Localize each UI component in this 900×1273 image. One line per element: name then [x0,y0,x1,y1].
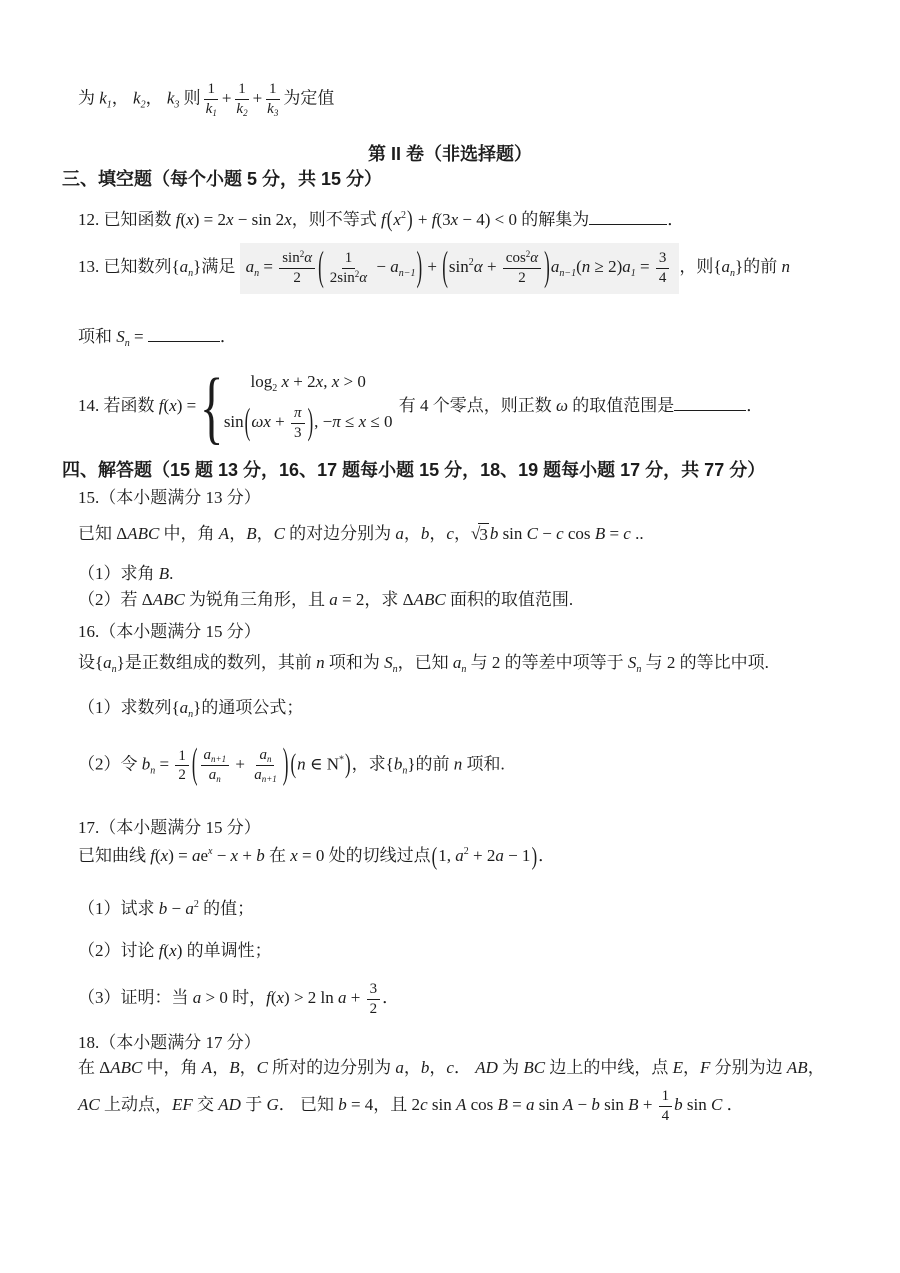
piecewise-function: { $\log_2 x + 2x$, x > 0 sin(ωx + $\frac{\pi}{3}$ ), −π ≤ x ≤ 0 [200,361,393,452]
part2-title: 第 II 卷（非选择题） [367,144,532,164]
answer-blank [148,323,220,342]
problem-18-header: 18.（本小题满分 17 分） [78,1033,261,1052]
carryover-formula-line: 为 $k_1$， $k_2$， $k_3$ 则 $\frac{1}{k_1}$ + $\frac{1}{k_2}$ + $\frac{1}{k_3}$ 为定值 [78,81,335,118]
problem-16-part1: （1）求数列$\{a_n\}$的通项公式； [78,698,304,720]
problem-17-part2: （2）讨论 f(x) 的单调性； [78,941,272,960]
problem-17-given: 已知曲线 $f(x) = ae^x - x + b$ 在 x = 0 处的切线过点(1, $a^2 + 2a - 1$)． [78,841,556,870]
problem-14: 14. 若函数 f(x) = { $\log_2 x + 2x$, x > 0 sin(ωx + $\frac{\pi}{3}$ ), −π ≤ x ≤ 0 有 4 个零点，则正数 ω 的取值范围是 ． [78,361,764,452]
highlighted-formula: $a_n$ = $\frac{\sin^2\alpha}{2}$ ( $\frac{1}{2\sin^2\alpha}$ − $a_{n-1}) + (\sin^2\alpha$ + $\frac{\cos^2\alpha}{2}$ )$a_{n-1}(n \ge 2)a_1$ = $\frac{3}{4}$ [240,243,680,294]
problem-13-continued: 项和 $S_n$ = ． [78,323,237,350]
problem-15-given: 已知 ΔABC 中，角 A，B，C 的对边分别为 a，b，c， √ 3 b sin C − c cos B = c .. [78,523,644,547]
problem-12: 12. 已知函数 f(x) = 2x − sin 2x，则不等式 $f(x^2) + f(3x - 4) < 0$ 的解集为 ． [78,206,685,233]
problem-15-header: 15.（本小题满分 13 分） [78,488,261,507]
problem-17-header: 17.（本小题满分 15 分） [78,818,261,837]
radical-sign: √ 3 [471,523,489,547]
problem-17-part3: （3）证明：当 a > 0 时，f(x) > 2 ln a + $\frac{3}{2}$ ． [78,981,400,1017]
problem-18-given-line2: AC 上动点，EF 交 AD 于 G． 已知 b = 4，且 2c sin A cos B = a sin A − b sin B + $\frac{1}{4}$ b sin C ． [78,1088,744,1124]
answer-blank [589,206,667,225]
problem-15-part1: （1）求角 B. [78,564,174,583]
problem-16-header: 16.（本小题满分 15 分） [78,622,261,641]
section-free-response-heading: 四、解答题（15 题 13 分，16、17 题每小题 15 分，18、19 题每小题 17 分，共 77 分） [62,460,766,480]
problem-17-part1: （1）试求 $b - a^2$ 的值； [78,899,255,918]
section-fill-in-heading: 三、填空题（每个小题 5 分，共 15 分） [62,169,383,189]
problem-18-given-line1: 在 ΔABC 中，角 A，B，C 所对的边分别为 a，b，c． AD 为 BC 边上的中线，点 E，F 分别为边 AB， [78,1058,825,1077]
problem-15-part2: （2）若 ΔABC 为锐角三角形，且 a = 2，求 ΔABC 面积的取值范围. [78,590,574,609]
answer-blank [674,392,746,411]
brace-glyph: { [200,361,224,452]
problem-16-part2: （2）令 $b_n$ = $\frac{1}{2}$ ( $\frac{a_{n+1}}{a_n}$ + $\frac{a_n}{a_{n+1}}$ ) (n ∈ N*)，求$\{b_n\}$的前 n 项和. [78,739,505,788]
problem-16-given: 设$\{a_n\}$是正数组成的数列，其前 n 项和为 $S_n$，已知 $a_n$ 与 2 的等差中项等于 $S_n$ 与 2 的等比中项. [78,653,769,675]
problem-13: 13. 已知数列$\{a_n\}$满足 $a_n$ = $\frac{\sin^2\alpha}{2}$ ( $\frac{1}{2\sin^2\alpha}$ − $a_{n-1}) + (\sin^2\alpha$ + $\frac{\cos^2\alpha}{2}$ )$a_{n-1}(n \ge 2)a_1$ = $\frac{3}{4}$ ，则$\{a_n\}$的前 n [78,243,790,294]
